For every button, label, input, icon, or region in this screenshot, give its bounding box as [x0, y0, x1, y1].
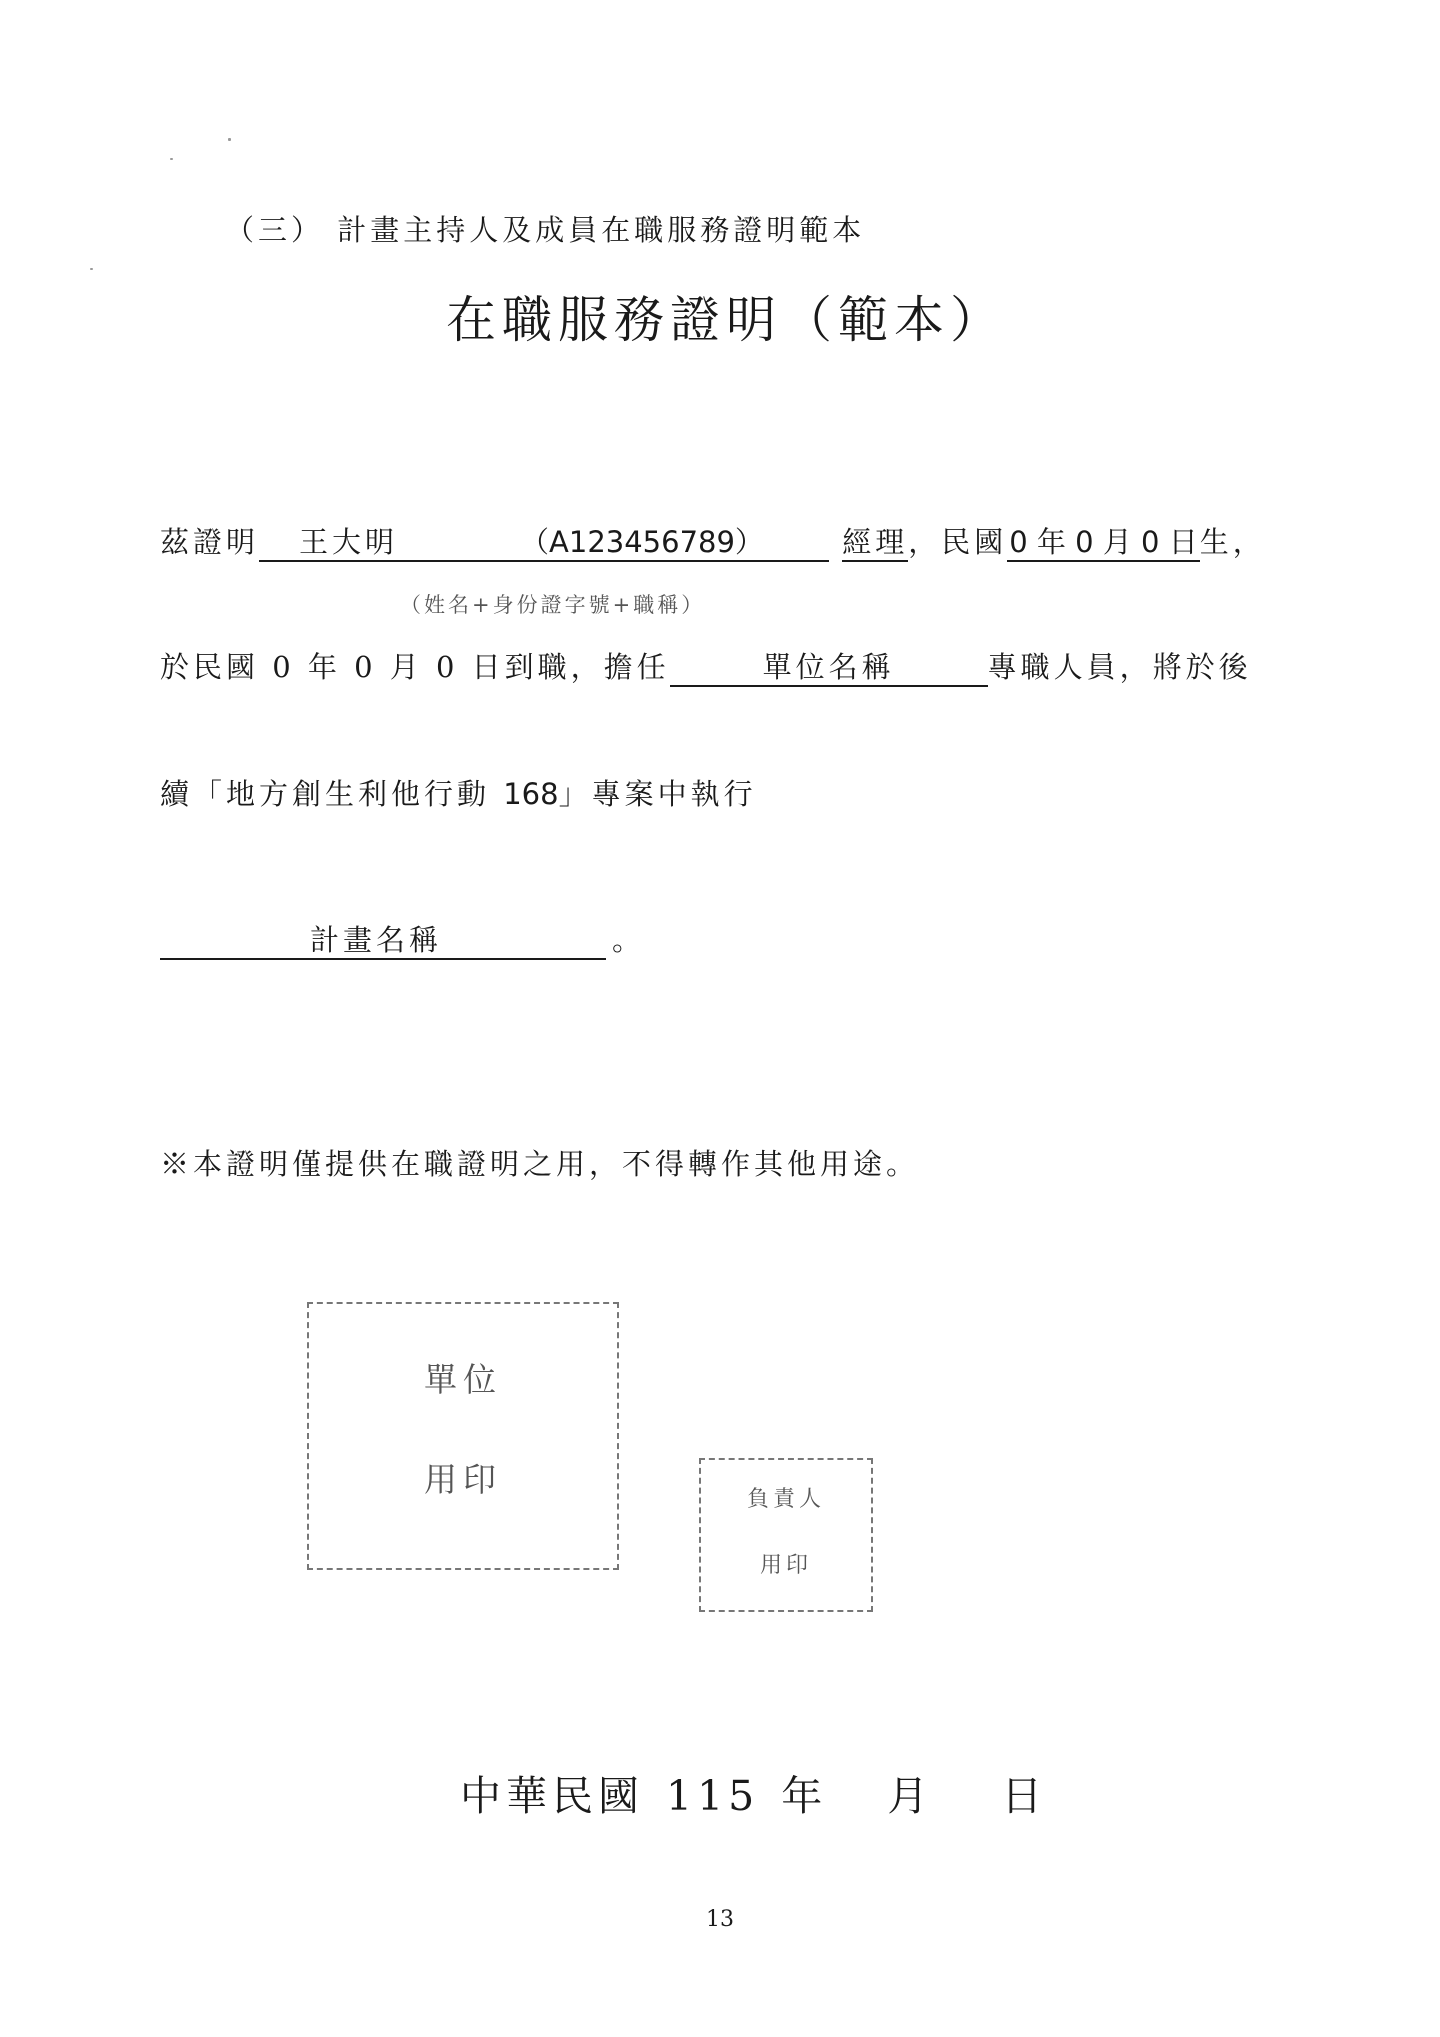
employee-name: 王大明 — [299, 525, 399, 559]
date-year: 年 — [781, 1772, 828, 1820]
line1-suffix: 生， — [1199, 525, 1266, 559]
certification-line-3 — [160, 772, 757, 813]
employee-id-number: （A123456789） — [520, 525, 764, 559]
representative-seal-label: 負責人 — [746, 1487, 825, 1512]
project-number: 168 — [503, 777, 559, 811]
date-day: 日 — [1001, 1772, 1048, 1820]
scan-speck — [170, 158, 173, 160]
document-title: 在職服務證明（範本） — [446, 291, 1006, 349]
line4-suffix: 。 — [612, 923, 646, 957]
usage-note: ※本證明僅提供在職證明之用，不得轉作其他用途。 — [160, 1147, 920, 1181]
name-id-blank — [259, 524, 829, 562]
representative-seal-box — [699, 1458, 873, 1612]
page-number: 13 — [706, 1907, 734, 1932]
representative-seal-sublabel: 用印 — [759, 1553, 812, 1578]
unit-seal-box — [307, 1302, 619, 1570]
unit-seal-sublabel: 用印 — [424, 1460, 502, 1499]
issue-date-line — [460, 1763, 1047, 1822]
plan-name-blank: 計畫名稱 — [160, 922, 606, 960]
date-era: 中華民國 — [460, 1772, 644, 1820]
section-heading: （三） 計畫主持人及成員在職服務證明範本 — [225, 213, 866, 247]
line2-prefix: 於民國 0 年 0 月 0 日到職，擔任 — [160, 650, 670, 684]
certification-line-4 — [160, 918, 645, 960]
unit-name-blank: 單位名稱 — [670, 649, 988, 687]
unit-seal-label: 單位 — [424, 1360, 502, 1399]
line1-mid: ，民國 — [908, 525, 1008, 559]
certification-line-1 — [160, 520, 1266, 562]
scan-speck — [228, 138, 231, 141]
certification-line-2 — [160, 645, 1252, 687]
line3-prefix: 續「地方創生利他行動 — [160, 777, 491, 811]
line3-suffix: 」專案中執行 — [558, 777, 757, 811]
date-month: 月 — [887, 1772, 934, 1820]
birth-date-blank: 0 年 0 月 0 日 — [1007, 524, 1199, 562]
line1-prefix: 茲證明 — [160, 525, 260, 559]
name-field-hint: （姓名+身份證字號+職稱） — [400, 593, 706, 617]
date-year-value: 115 — [666, 1772, 760, 1820]
scan-speck — [90, 268, 93, 270]
employee-job-title: 經理 — [842, 524, 908, 562]
line2-suffix: 專職人員，將於後 — [987, 650, 1252, 684]
